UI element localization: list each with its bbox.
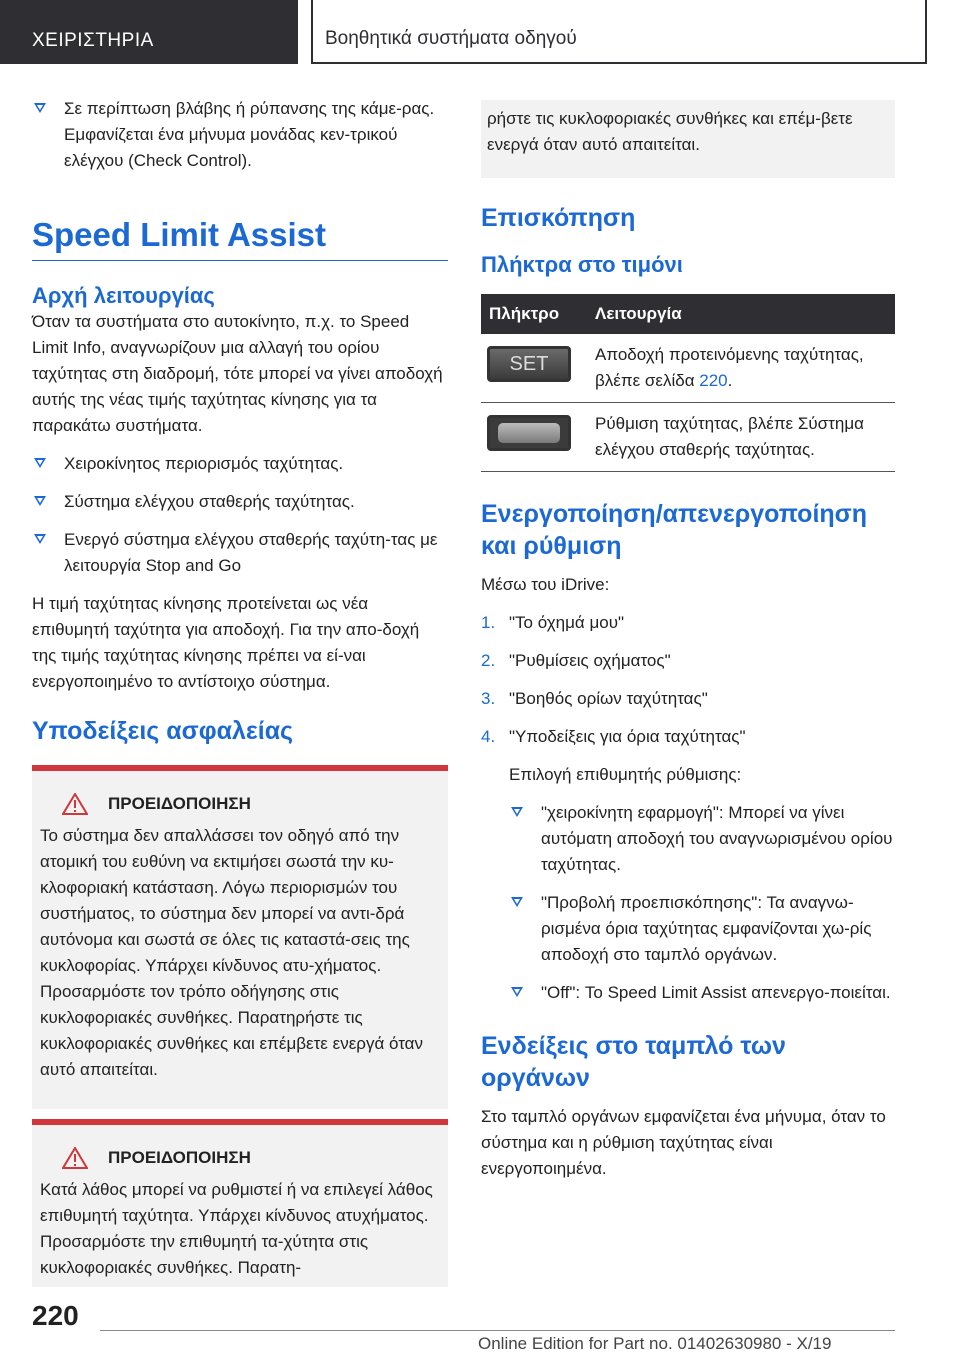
buttons-heading: Πλήκτρα στο τιμόνι xyxy=(481,252,683,277)
bullet-triangle-icon xyxy=(34,458,46,468)
list-item: 4. "Υποδείξεις για όρια ταχύτητας" xyxy=(481,727,746,746)
overview-heading: Επισκόπηση xyxy=(481,204,636,232)
table-header-cell: Λειτουργία xyxy=(587,294,895,334)
warning-box xyxy=(32,765,448,1109)
list-item: "χειροκίνητη εφαρμογή": Μπορεί να γίνει αυτόματη αποδοχή του αναγνωρισμένου ορίου ταχύτητας. xyxy=(481,800,895,878)
bullet-triangle-icon xyxy=(511,897,523,907)
bullet-triangle-icon xyxy=(34,534,46,544)
speed-text: Η τιμή ταχύτητας κίνησης προτείνεται ως νέα επιθυμητή ταχύτητα για αποδοχή. Για την απο-δοχή της τιμής ταχύτητας κίνησης πρέπει να εί-ναι ενεργοποιημένο το αντίστοιχο σύστημα. xyxy=(32,594,420,691)
warning-continuation: ρήστε τις κυκλοφοριακές συνθήκες και επέμ-βετε ενεργά όταν αυτό απαιτείται. xyxy=(481,100,895,178)
indicators-heading: Ενδείξεις στο ταμπλό των οργάνων xyxy=(481,1032,786,1092)
activation-heading: Ενεργοποίηση/απενεργοποίηση και ρύθμιση xyxy=(481,500,868,560)
select-text: Επιλογή επιθυμητής ρύθμισης: xyxy=(509,765,742,784)
warning-title: ΠΡΟΕΙΔΟΠΟΙΗΣΗ xyxy=(108,1148,251,1167)
table-row: Ρύθμιση ταχύτητας, βλέπε Σύστημα ελέγχου σταθερής ταχύτητας. xyxy=(481,403,895,472)
principle-text: Όταν τα συστήματα στο αυτοκίνητο, π.χ. το Speed Limit Info, αναγνωρίζουν μια αλλαγή του ορίου ταχύτητας στη διαδρομή, τότε μπορεί να γίνει αποδοχή αυτής της νέας τιμής ταχύτητας κίνησης για τα παρακάτω συστήματα. xyxy=(32,312,443,435)
set-button-icon: SET xyxy=(487,346,571,382)
list-item: 3. "Βοηθός ορίων ταχύτητας" xyxy=(481,689,708,708)
warning-icon xyxy=(62,793,88,815)
list-item: 2. "Ρυθμίσεις οχήματος" xyxy=(481,651,671,670)
buttons-table xyxy=(481,294,895,472)
warning-text: Το σύστημα δεν απαλλάσσει τον οδηγό από την ατομική του ευθύνη να εκτιμήσει σωστά την κυ-κλοφοριακή κατάσταση. Λόγω περιορισμών του συστήματος, το σύστημα δεν μπορεί να αντι-δρά αυτόνομα και σωστά σε όλες τις καταστά-σεις της κυκλοφορίας. Υπάρχει κίνδυνος ατυ-χήματος. Προσαρμόστε τον τρόπο οδήγησης στις κυκλοφοριακές συνθήκες. Παρατηρήστε τις κυκλοφοριακές συνθήκες και επέμβετε ενεργά όταν αυτό απαιτείται. xyxy=(40,826,424,1079)
warning-text: Κατά λάθος μπορεί να ρυθμιστεί ή να επιλεγεί λάθος επιθυμητή ταχύτητα. Υπάρχει κίνδυνος ατυχήματος. Προσαρμόστε την επιθυμητή τα-χύτητα στις κυκλοφοριακές συνθήκες. Παρατη- xyxy=(40,1180,433,1277)
left-column xyxy=(32,96,448,1287)
safety-heading: Υποδείξεις ασφαλείας xyxy=(32,717,294,745)
bullet-triangle-icon xyxy=(34,103,46,113)
chapter-title: Βοηθητικά συστήματα οδηγού xyxy=(325,28,577,49)
warning-title: ΠΡΟΕΙΔΟΠΟΙΗΣΗ xyxy=(108,794,251,813)
list-item: "Off": Το Speed Limit Assist απενεργο-ποιείται. xyxy=(481,980,895,1006)
section-title-speed-limit-assist: Speed Limit Assist xyxy=(32,216,448,261)
warning-icon xyxy=(62,1147,88,1169)
right-column xyxy=(481,100,895,1182)
section-title: ΧΕΙΡΙΣΤΗΡΙΑ xyxy=(32,30,154,51)
indicators-text: Στο ταμπλό οργάνων εμφανίζεται ένα μήνυμα, όταν το σύστημα και η ρύθμιση ταχύτητας είναι ενεργοποιημένα. xyxy=(481,1107,886,1178)
rocker-switch-icon xyxy=(487,415,571,451)
page-link[interactable]: 220 xyxy=(699,371,728,390)
table-header-cell: Πλήκτρο xyxy=(481,294,587,334)
page-number: 220 xyxy=(32,1300,79,1331)
table-row: SET Αποδοχή προτεινόμενης ταχύτητας, βλέπε σελίδα 220. xyxy=(481,334,895,403)
footer-divider xyxy=(100,1330,895,1331)
table-header-row xyxy=(481,294,895,334)
edition-footer: Online Edition for Part no. 01402630980 - X/19 xyxy=(478,1334,832,1353)
via-text: Μέσω του iDrive: xyxy=(481,575,610,594)
list-item: "Προβολή προεπισκόπησης": Τα αναγνω-ρισμένα όρια ταχύτητας εμφανίζονται χω-ρίς αποδοχή στο ταμπλό οργάνων. xyxy=(481,890,895,968)
list-item: 1. "Το όχημά μου" xyxy=(481,613,625,632)
list-item: Χειροκίνητος περιορισμός ταχύτητας. xyxy=(32,451,448,477)
list-item: Σύστημα ελέγχου σταθερής ταχύτητας. xyxy=(32,489,448,515)
chapter-tab xyxy=(311,0,927,64)
principle-heading: Αρχή λειτουργίας xyxy=(32,283,215,308)
warning-box xyxy=(32,1119,448,1287)
list-item: Ενεργό σύστημα ελέγχου σταθερής ταχύτη-τας με λειτουργία Stop and Go xyxy=(32,527,448,579)
bullet-triangle-icon xyxy=(34,496,46,506)
bullet-triangle-icon xyxy=(511,807,523,817)
list-item: Σε περίπτωση βλάβης ή ρύπανσης της κάμε-ρας. Εμφανίζεται ένα μήνυμα μονάδας κεν-τρικού ελέγχου (Check Control). xyxy=(32,96,448,174)
page-header xyxy=(0,0,960,66)
bullet-triangle-icon xyxy=(511,987,523,997)
section-tab xyxy=(0,0,298,64)
